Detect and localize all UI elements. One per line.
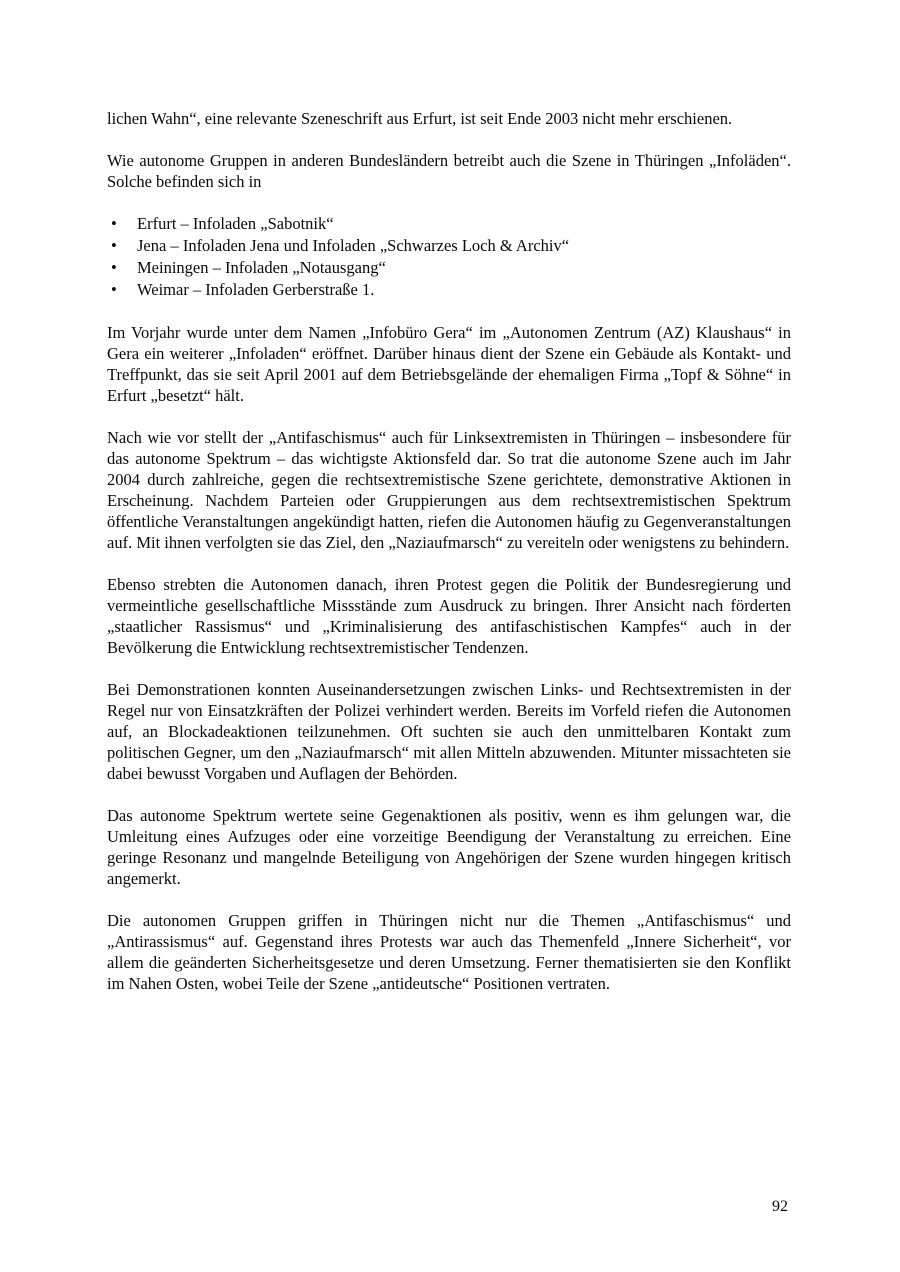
paragraph-gegenaktionen: Das autonome Spektrum wertete seine Gegenaktionen als positiv, wenn es ihm gelungen war, die Umleitung eines Aufzuges oder eine vorzeitige Beendigung der Veranstaltung zu erreichen. Eine geringe Resonanz und mangelnde Beteiligung von Angehörigen der Szene wurden hingegen kritisch angemerkt. <box>107 806 791 888</box>
text-block <box>107 108 791 1015</box>
list-item-erfurt: • Erfurt – Infoladen „Sabotnik“ <box>137 213 791 235</box>
paragraph-demonstrationen: Bei Demonstrationen konnten Auseinandersetzungen zwischen Links- und Rechtsextremisten in der Regel nur von Einsatzkräften der Polizei verhindert werden. Bereits im Vorfeld riefen die Autonomen auf, an Blockadeaktionen teilzunehmen. Oft suchten sie auch den unmittelbaren Kontakt zum politischen Gegner, um den „Naziaufmarsch“ mit allen Mitteln abzuwenden. Mitunter missachteten sie dabei bewusst Vorgaben und Auflagen der Behörden. <box>107 680 791 783</box>
paragraph-continuation: lichen Wahn“, eine relevante Szeneschrift aus Erfurt, ist seit Ende 2003 nicht mehr erschienen. <box>107 109 733 128</box>
paragraph-themen: Die autonomen Gruppen griffen in Thüringen nicht nur die Themen „Antifaschismus“ und „Antirassismus“ auf. Gegenstand ihres Protests war auch das Themenfeld „Innere Sicherheit“, vor allem die geänderten Sicherheitsgesetze und deren Umsetzung. Ferner thematisierten sie den Konflikt im Nahen Osten, wobei Teile der Szene „antideutsche“ Positionen vertraten. <box>107 911 791 993</box>
paragraph-antifaschismus: Nach wie vor stellt der „Antifaschismus“ auch für Linksextremisten in Thüringen – insbesondere für das autonome Spektrum – das wichtigste Aktionsfeld dar. So trat die autonome Szene auch im Jahr 2004 durch zahlreiche, gegen die rechtsextremistische Szene gerichtete, demonstrative Aktionen in Erscheinung. Nachdem Parteien oder Gruppierungen aus dem rechtsextremistischen Spektrum öffentliche Veranstaltungen angekündigt hatten, riefen die Autonomen häufig zu Gegenveranstaltungen auf. Mit ihnen verfolgten sie das Ziel, den „Naziaufmarsch“ zu vereiteln oder wenigstens zu behindern. <box>107 428 791 552</box>
infoladen-list <box>107 213 791 301</box>
paragraph-infoladen-intro: Wie autonome Gruppen in anderen Bundesländern betreibt auch die Szene in Thüringen „Infoläden“. Solche befinden sich in <box>107 151 791 191</box>
paragraph-protest: Ebenso strebten die Autonomen danach, ihren Protest gegen die Politik der Bundesregierung und vermeintliche gesellschaftliche Missstände zum Ausdruck zu bringen. Ihrer Ansicht nach förderten „staatlicher Rassismus“ und „Kriminalisierung des antifaschistischen Kampfes“ auch in der Bevölkerung die Entwicklung rechtsextremistischer Tendenzen. <box>107 575 791 657</box>
page-number: 92 <box>772 1198 788 1215</box>
paragraph-infobuero-gera: Im Vorjahr wurde unter dem Namen „Infobüro Gera“ im „Autonomen Zentrum (AZ) Klaushaus“ in Gera ein weiterer „Infoladen“ eröffnet. Darüber hinaus dient der Szene ein Gebäude als Kontakt- und Treffpunkt, das sie seit April 2001 auf dem Betriebsgelände der ehemaligen Firma „Topf & Söhne“ in Erfurt „besetzt“ hält. <box>107 323 791 405</box>
list-item-meiningen: • Meiningen – Infoladen „Notausgang“ <box>137 257 791 279</box>
list-item-jena: • Jena – Infoladen Jena und Infoladen „Schwarzes Loch & Archiv“ <box>137 235 791 257</box>
list-item-weimar: • Weimar – Infoladen Gerberstraße 1. <box>137 279 791 301</box>
